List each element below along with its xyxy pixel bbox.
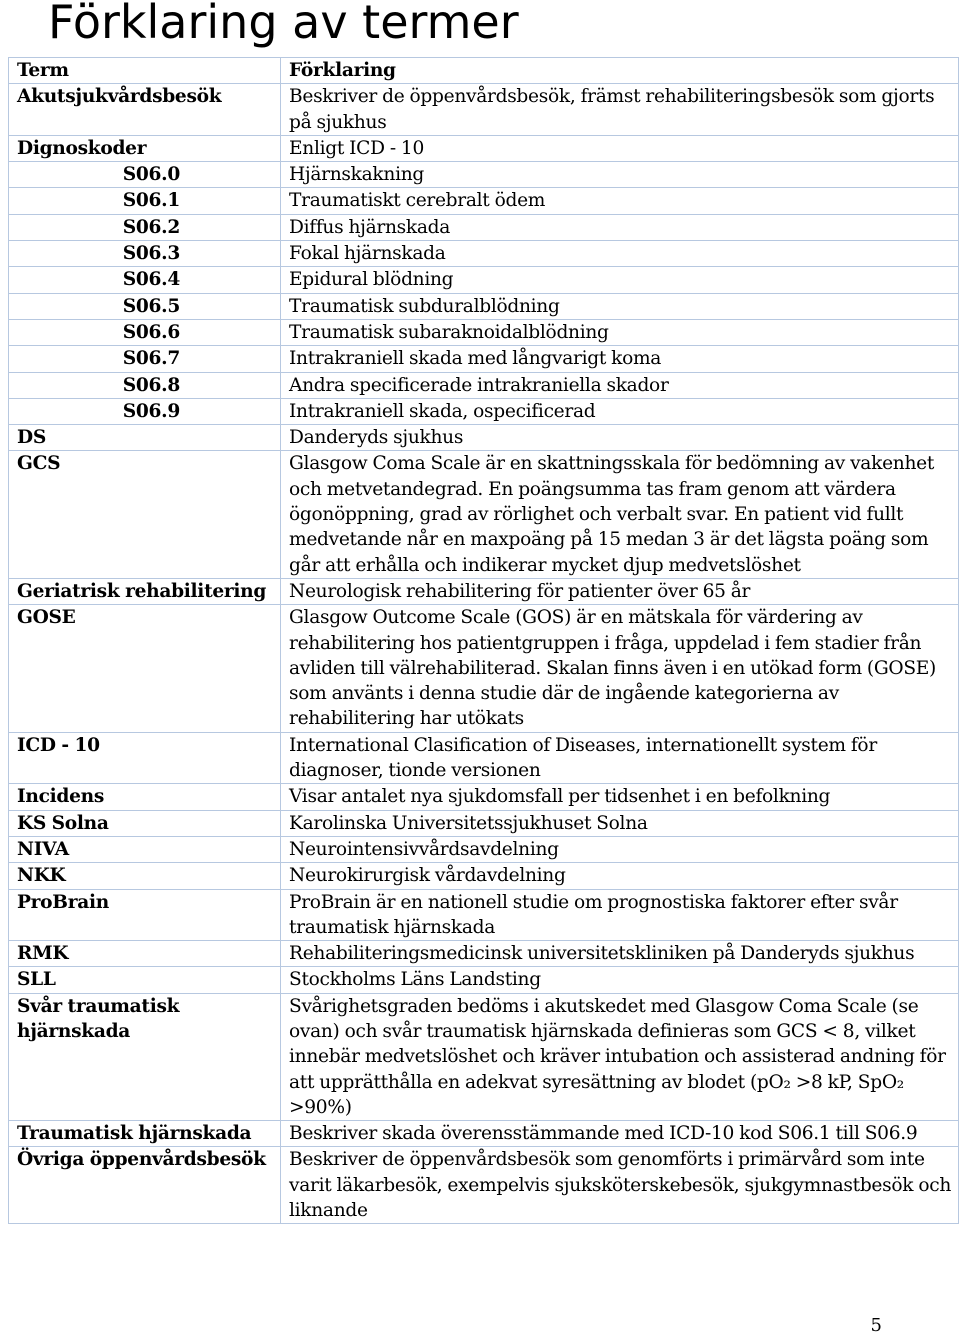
description-cell: Neurokirurgisk vårdavdelning — [281, 863, 959, 889]
page-title: Förklaring av termer — [48, 0, 519, 49]
table-row — [9, 293, 959, 319]
table-row — [9, 346, 959, 372]
description-cell: ProBrain är en nationell studie om prognostiska faktorer efter svår traumatisk hjärnskada — [281, 889, 959, 941]
term-cell: Akutsjukvårdsbesök — [9, 84, 281, 136]
term-cell: NIVA — [9, 836, 281, 862]
term-cell: S06.8 — [9, 372, 281, 398]
description-cell: Beskriver de öppenvårdsbesök, främst rehabiliteringsbesök som gjorts på sjukhus — [281, 84, 959, 136]
description-cell: Karolinska Universitetssjukhuset Solna — [281, 810, 959, 836]
description-cell: Fokal hjärnskada — [281, 241, 959, 267]
term-cell: S06.7 — [9, 346, 281, 372]
table-row — [9, 836, 959, 862]
term-cell: S06.0 — [9, 162, 281, 188]
description-cell: Glasgow Coma Scale är en skattningsskala för bedömning av vakenhet och metvetandegrad. En poängsumma tas fram genom att värdera ögonöppning, grad av rörlighet och verbalt svar. En patient vid fullt medvetande når en maxpoäng på 15 medan 3 är det lägsta poäng som går att erhålla och indikerar mycket djup medvetslöshet — [281, 451, 959, 578]
term-cell: NKK — [9, 863, 281, 889]
table-row — [9, 214, 959, 240]
term-cell: S06.2 — [9, 214, 281, 240]
term-cell: GCS — [9, 451, 281, 578]
table-row — [9, 398, 959, 424]
term-cell: ProBrain — [9, 889, 281, 941]
term-cell: DS — [9, 425, 281, 451]
term-cell: S06.9 — [9, 398, 281, 424]
table-row — [9, 993, 959, 1120]
description-cell: Traumatisk subaraknoidalblödning — [281, 319, 959, 345]
term-cell: S06.1 — [9, 188, 281, 214]
table-row — [9, 967, 959, 993]
term-cell: Geriatrisk rehabilitering — [9, 578, 281, 604]
table-row — [9, 319, 959, 345]
table-row — [9, 941, 959, 967]
description-cell: Stockholms Läns Landsting — [281, 967, 959, 993]
term-cell: S06.6 — [9, 319, 281, 345]
table-row — [9, 451, 959, 578]
description-cell: Neurointensivvårdsavdelning — [281, 836, 959, 862]
table-row — [9, 810, 959, 836]
term-cell: GOSE — [9, 605, 281, 732]
description-cell: Traumatiskt cerebralt ödem — [281, 188, 959, 214]
terms-table — [8, 57, 959, 1224]
term-cell: ICD - 10 — [9, 732, 281, 784]
description-cell: Andra specificerade intrakraniella skador — [281, 372, 959, 398]
term-cell: S06.4 — [9, 267, 281, 293]
table-row — [9, 889, 959, 941]
table-row — [9, 863, 959, 889]
table-row — [9, 188, 959, 214]
term-cell: S06.3 — [9, 241, 281, 267]
table-row — [9, 1147, 959, 1224]
table-row — [9, 605, 959, 732]
table-row — [9, 162, 959, 188]
term-cell: Svår traumatisk hjärnskada — [9, 993, 281, 1120]
table-row — [9, 241, 959, 267]
description-cell: Beskriver de öppenvårdsbesök som genomförts i primärvård som inte varit läkarbesök, exempelvis sjuksköterskebesök, sjukgymnastbesök och liknande — [281, 1147, 959, 1224]
table-row — [9, 578, 959, 604]
description-cell: Danderyds sjukhus — [281, 425, 959, 451]
description-cell: Glasgow Outcome Scale (GOS) är en mätskala för värdering av rehabilitering hos patientgruppen i fråga, uppdelad i fem stadier från avliden till välrehabiliterad. Skalan finns även i en utökad form (GOSE) som använts i denna studie där de ingående kategorierna av rehabilitering har utökats — [281, 605, 959, 732]
table-row — [9, 372, 959, 398]
term-cell: SLL — [9, 967, 281, 993]
table-row — [9, 84, 959, 136]
description-cell: International Clasification of Diseases, internationellt system för diagnoser, tionde versionen — [281, 732, 959, 784]
term-cell: Dignoskoder — [9, 135, 281, 161]
table-row — [9, 1121, 959, 1147]
description-cell: Enligt ICD - 10 — [281, 135, 959, 161]
description-cell: Traumatisk subduralblödning — [281, 293, 959, 319]
description-cell: Rehabiliteringsmedicinsk universitetskliniken på Danderyds sjukhus — [281, 941, 959, 967]
term-cell: S06.5 — [9, 293, 281, 319]
term-cell: KS Solna — [9, 810, 281, 836]
table-row — [9, 267, 959, 293]
table-row — [9, 425, 959, 451]
term-cell: Övriga öppenvårdsbesök — [9, 1147, 281, 1224]
description-cell: Hjärnskakning — [281, 162, 959, 188]
description-cell: Epidural blödning — [281, 267, 959, 293]
table-row — [9, 732, 959, 784]
term-cell: Traumatisk hjärnskada — [9, 1121, 281, 1147]
term-cell: RMK — [9, 941, 281, 967]
table-row — [9, 784, 959, 810]
description-cell: Neurologisk rehabilitering för patienter över 65 år — [281, 578, 959, 604]
description-cell: Diffus hjärnskada — [281, 214, 959, 240]
term-cell: Incidens — [9, 784, 281, 810]
header-term: Term — [9, 58, 281, 84]
description-cell: Beskriver skada överensstämmande med ICD-10 kod S06.1 till S06.9 — [281, 1121, 959, 1147]
description-cell: Visar antalet nya sjukdomsfall per tidsenhet i en befolkning — [281, 784, 959, 810]
page-number: 5 — [870, 1315, 882, 1336]
description-cell: Intrakraniell skada, ospecificerad — [281, 398, 959, 424]
description-cell: Svårighetsgraden bedöms i akutskedet med Glasgow Coma Scale (se ovan) och svår traumatisk hjärnskada definieras som GCS < 8, vilket innebär medvetslöshet och kräver intubation och assisterad andning för att upprätthålla en adekvat syresättning av blodet (pO₂ >8 kP, SpO₂ >90%) — [281, 993, 959, 1120]
table-row — [9, 135, 959, 161]
header-description: Förklaring — [281, 58, 959, 84]
description-cell: Intrakraniell skada med långvarigt koma — [281, 346, 959, 372]
table-header-row — [9, 58, 959, 84]
